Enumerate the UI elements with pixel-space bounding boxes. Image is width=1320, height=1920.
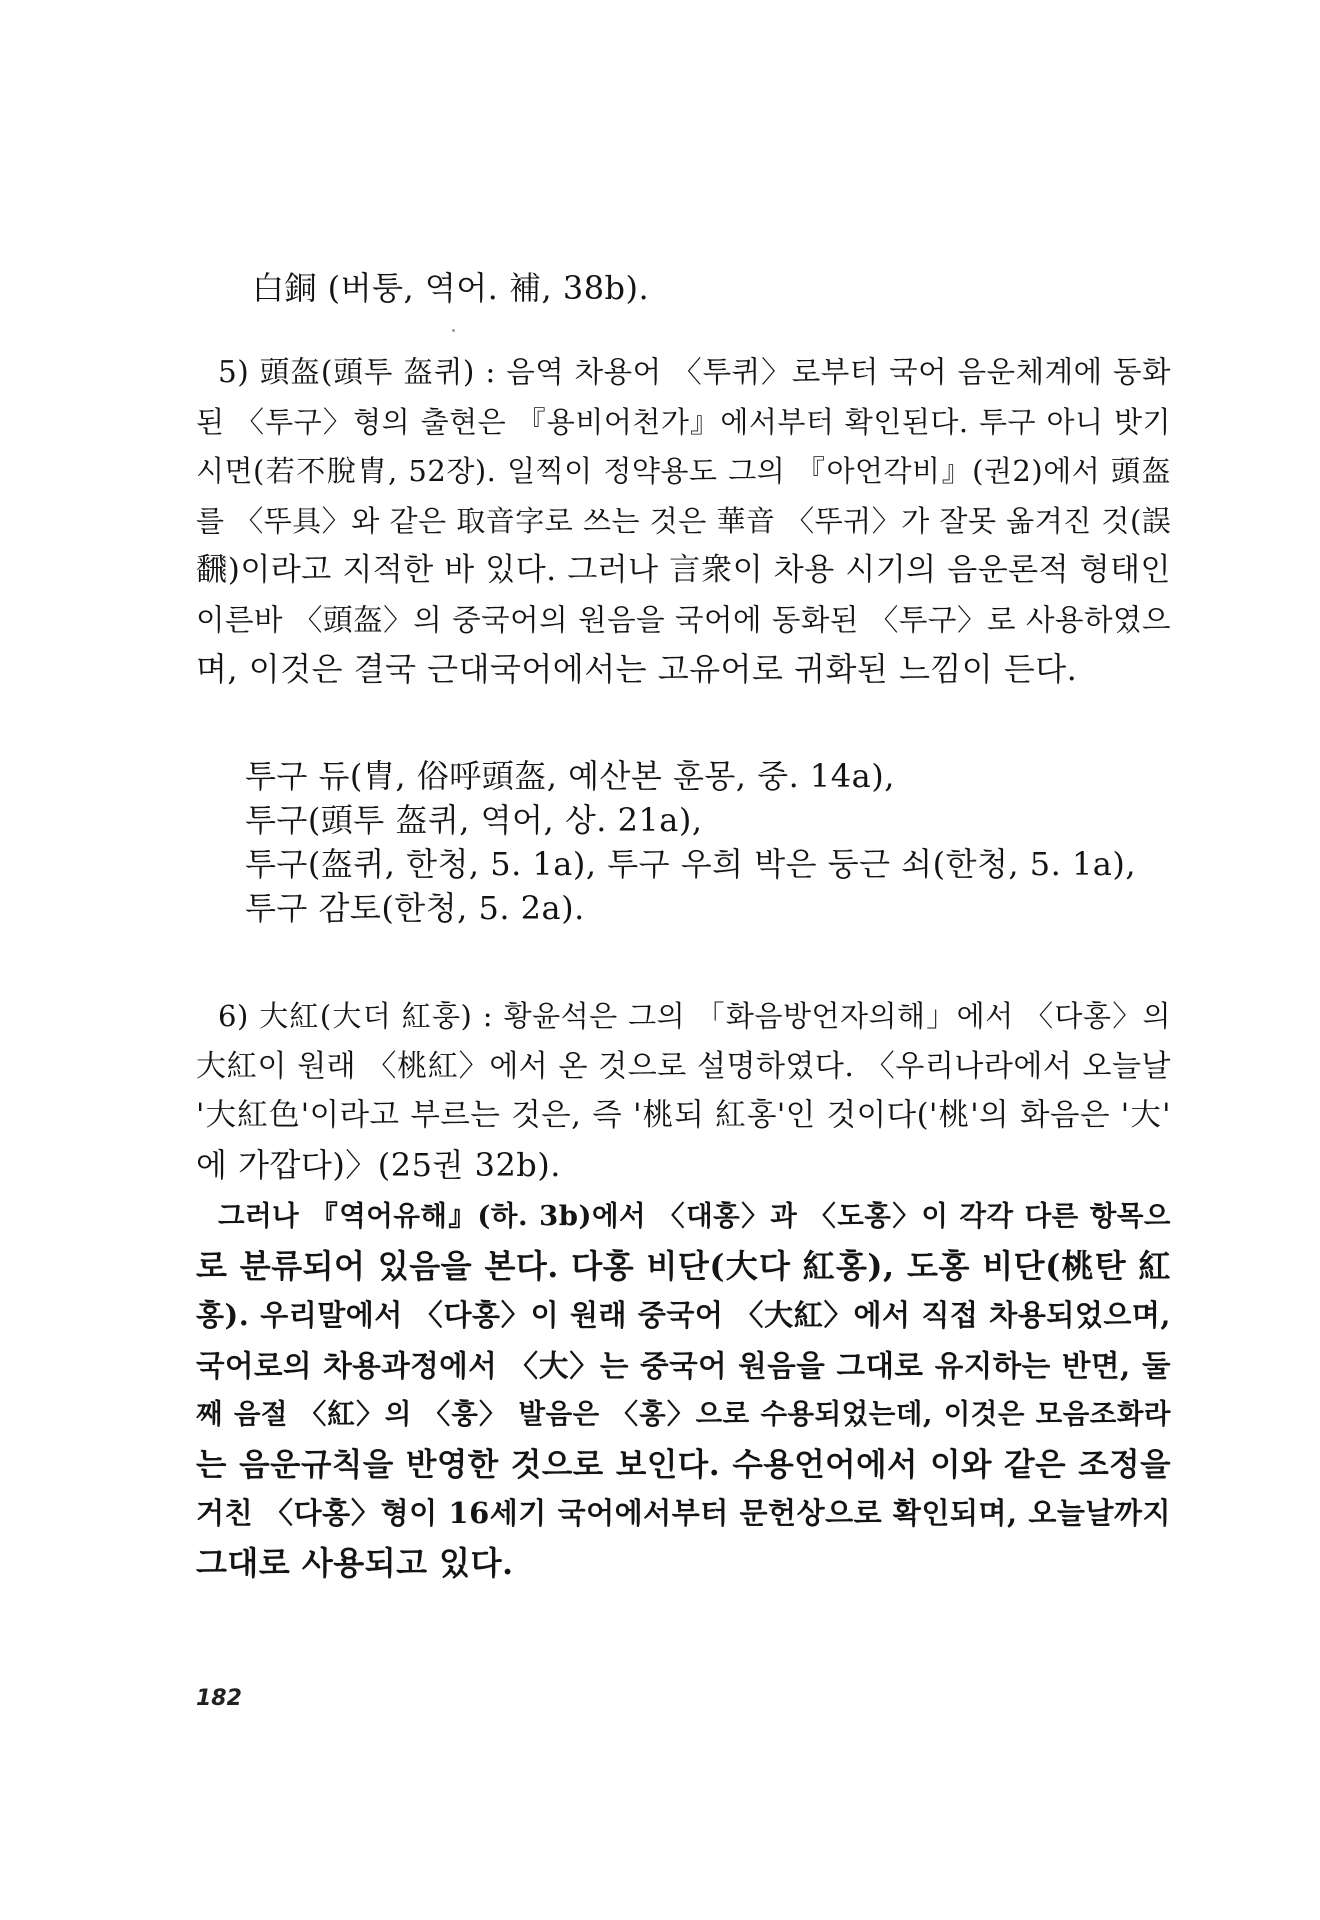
example-line: 투구(頭투 盔퀴, 역어, 상. 21a), (245, 801, 703, 839)
example-line: 투구 듀(胄, 俗呼頭盔, 예산본 훈몽, 중. 14a), (245, 757, 895, 795)
paragraph-line: 에 가깝다)〉(25권 32b). (196, 1145, 561, 1184)
paragraph-line: 大紅이 원래 〈桃紅〉에서 온 것으로 설명하였다. 〈우리나라에서 오늘날 (196, 1048, 1171, 1084)
paragraph-line: 5) 頭盔(頭투 盔퀴) : 음역 차용어 〈투퀴〉로부터 국어 음운체계에 동화 (218, 355, 1171, 389)
paragraph-line: 이른바 〈頭盔〉의 중국어의 원음을 국어에 동화된 〈투구〉로 사용하였으 (196, 602, 1171, 637)
section-6-second-paragraph (196, 1192, 1171, 1588)
paragraph-line: 며, 이것은 결국 근대국어에서는 고유어로 귀화된 느낌이 든다. (196, 650, 1078, 688)
scan-speck (452, 329, 455, 332)
paragraph-line: 거친 〈다홍〉형이 16세기 국어에서부터 문헌상으로 확인되며, 오늘날까지 (196, 1496, 1171, 1530)
paragraph-line: 로 분류되어 있음을 본다. 다홍 비단(大다 紅홍), 도홍 비단(桃탄 紅 (196, 1246, 1171, 1285)
paragraph-line: 는 음운규칙을 반영한 것으로 보인다. 수용언어에서 이와 같은 조정을 (196, 1445, 1171, 1483)
intro-citation (196, 264, 1171, 314)
paragraph-line: 6) 大紅(大더 紅훙) : 황윤석은 그의 「화음방언자의해」에서 〈다홍〉의 (218, 999, 1171, 1033)
section-5-paragraph (196, 348, 1171, 695)
paragraph-line: 홍). 우리말에서 〈다홍〉이 원래 중국어 〈大紅〉에서 직접 차용되었으며, (196, 1298, 1171, 1332)
paragraph-line: '大紅色'이라고 부르는 것은, 즉 '桃되 紅홍'인 것이다('桃'의 화음은 '大' (196, 1098, 1171, 1133)
paragraph-line: 국어로의 차용과정에서 〈大〉는 중국어 원음을 그대로 유지하는 반면, 둘 (196, 1347, 1171, 1383)
section-6-paragraph (196, 992, 1171, 1190)
paragraph-line: 째 음절 〈紅〉의 〈훙〉 발음은 〈홍〉으로 수용되었는데, 이것은 모음조화라 (196, 1398, 1171, 1430)
citation-line: 白銅 (버퉁, 역어. 補, 38b). (252, 269, 650, 307)
example-line: 투구(盔퀴, 한청, 5. 1a), 투구 우희 박은 둥근 쇠(한청, 5. 1a), (245, 845, 1137, 883)
paragraph-line: 飜)이라고 지적한 바 있다. 그러나 言衆이 차용 시기의 음운론적 형태인 (196, 552, 1171, 588)
page-number: 182 (196, 1686, 242, 1711)
paragraph-line: 시면(若不脫胄, 52장). 일찍이 정약용도 그의 『아언각비』(권2)에서 頭盔 (196, 454, 1171, 488)
paragraph-line: 그러나 『역어유해』(하. 3b)에서 〈대홍〉과 〈도홍〉이 각각 다른 항목으 (218, 1200, 1171, 1232)
paragraph-line: 를 〈뚜具〉와 같은 取音字로 쓰는 것은 華音 〈뚜귀〉가 잘못 옮겨진 것(誤 (196, 503, 1172, 538)
example-line: 투구 감토(한청, 5. 2a). (245, 889, 585, 927)
paragraph-line: 그대로 사용되고 있다. (196, 1543, 514, 1582)
paragraph-line: 된 〈투구〉형의 출현은 『용비어천가』에서부터 확인된다. 투구 아니 밧기 (196, 404, 1171, 439)
